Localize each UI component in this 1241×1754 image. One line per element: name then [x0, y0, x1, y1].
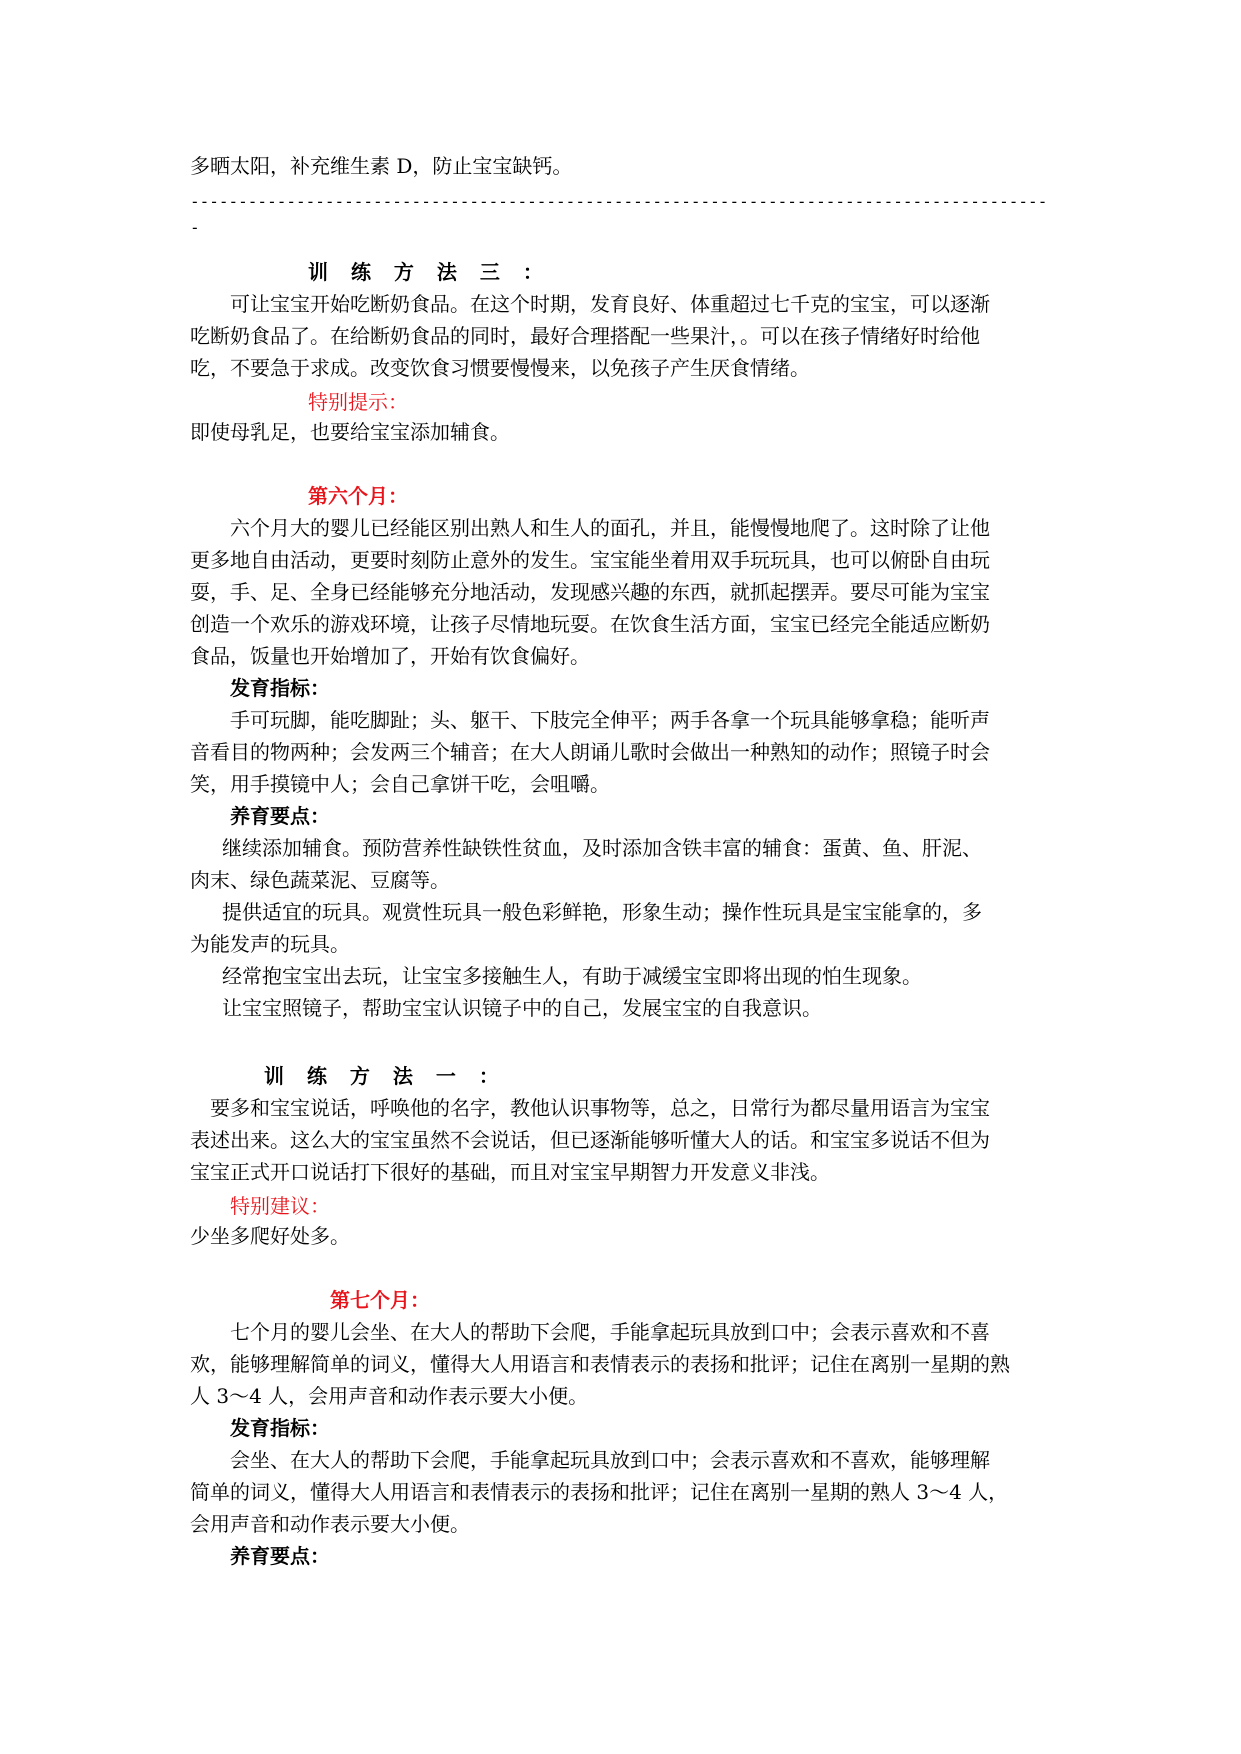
heading-care-7: 养育要点：	[230, 1544, 330, 1568]
training3-line-3: 吃，不要急于求成。改变饮食习惯要慢慢来，以免孩子产生厌食情绪。	[190, 356, 810, 380]
month7-line-2: 欢，能够理解简单的词义，懂得大人用语言和表情表示的表扬和批评；记住在离别一星期的熟	[190, 1352, 1010, 1376]
care6-line-4: 为能发声的玩具。	[190, 932, 350, 956]
month7-line-3: 人 3～4 人，会用声音和动作表示要大小便。	[190, 1384, 589, 1408]
special-advice-text: 少坐多爬好处多。	[190, 1224, 350, 1248]
month6-line-5: 食品，饭量也开始增加了，开始有饮食偏好。	[190, 644, 590, 668]
heading-training-method-1: 训 练 方 法 一 ：	[264, 1064, 507, 1088]
heading-training-method-3: 训 练 方 法 三 ：	[308, 260, 551, 284]
training3-line-2: 吃断奶食品了。在给断奶食品的同时，最好合理搭配一些果汁，。可以在孩子情绪好时给他	[190, 324, 980, 348]
training1-line-1: 要多和宝宝说话，呼唤他的名字，教他认识事物等，总之，日常行为都尽量用语言为宝宝	[210, 1096, 990, 1120]
divider-line: -----------------------------------------------------------------------------------------	[190, 192, 1048, 211]
care6-line-5: 经常抱宝宝出去玩，让宝宝多接触生人，有助于减缓宝宝即将出现的怕生现象。	[222, 964, 922, 988]
dev7-line-2: 简单的词义，懂得大人用语言和表情表示的表扬和批评；记住在离别一星期的熟人 3～4 人，	[190, 1480, 1009, 1504]
training1-line-3: 宝宝正式开口说话打下很好的基础，而且对宝宝早期智力开发意义非浅。	[190, 1160, 830, 1184]
special-advice-label: 特别建议：	[230, 1194, 330, 1218]
divider-line-tail: -	[190, 218, 200, 237]
heading-month-6: 第六个月：	[308, 484, 408, 508]
month7-line-1: 七个月的婴儿会坐、在大人的帮助下会爬，手能拿起玩具放到口中；会表示喜欢和不喜	[230, 1320, 990, 1344]
heading-month-7: 第七个月：	[330, 1288, 430, 1312]
paragraph-sunlight: 多晒太阳，补充维生素 D，防止宝宝缺钙。	[190, 154, 573, 178]
dev6-line-1: 手可玩脚，能吃脚趾；头、躯干、下肢完全伸平；两手各拿一个玩具能够拿稳；能听声	[230, 708, 990, 732]
month6-line-3: 耍，手、足、全身已经能够充分地活动，发现感兴趣的东西，就抓起摆弄。要尽可能为宝宝	[190, 580, 990, 604]
heading-care-6: 养育要点：	[230, 804, 330, 828]
heading-development-7: 发育指标：	[230, 1416, 330, 1440]
month6-line-2: 更多地自由活动，更要时刻防止意外的发生。宝宝能坐着用双手玩玩具，也可以俯卧自由玩	[190, 548, 990, 572]
dev6-line-3: 笑，用手摸镜中人；会自己拿饼干吃，会咀嚼。	[190, 772, 610, 796]
care6-line-6: 让宝宝照镜子，帮助宝宝认识镜子中的自己，发展宝宝的自我意识。	[222, 996, 822, 1020]
special-tip-text: 即使母乳足，也要给宝宝添加辅食。	[190, 420, 510, 444]
heading-development-6: 发育指标：	[230, 676, 330, 700]
care6-line-1: 继续添加辅食。预防营养性缺铁性贫血，及时添加含铁丰富的辅食：蛋黄、鱼、肝泥、	[222, 836, 982, 860]
dev7-line-1: 会坐、在大人的帮助下会爬，手能拿起玩具放到口中；会表示喜欢和不喜欢，能够理解	[230, 1448, 990, 1472]
month6-line-1: 六个月大的婴儿已经能区别出熟人和生人的面孔，并且，能慢慢地爬了。这时除了让他	[230, 516, 990, 540]
care6-line-2: 肉末、绿色蔬菜泥、豆腐等。	[190, 868, 450, 892]
care6-line-3: 提供适宜的玩具。观赏性玩具一般色彩鲜艳，形象生动；操作性玩具是宝宝能拿的，多	[222, 900, 982, 924]
dev7-line-3: 会用声音和动作表示要大小便。	[190, 1512, 470, 1536]
month6-line-4: 创造一个欢乐的游戏环境，让孩子尽情地玩耍。在饮食生活方面，宝宝已经完全能适应断奶	[190, 612, 990, 636]
dev6-line-2: 音看目的物两种；会发两三个辅音；在大人朗诵儿歌时会做出一种熟知的动作；照镜子时会	[190, 740, 990, 764]
training3-line-1: 可让宝宝开始吃断奶食品。在这个时期，发育良好、体重超过七千克的宝宝，可以逐渐	[230, 292, 990, 316]
training1-line-2: 表述出来。这么大的宝宝虽然不会说话，但已逐渐能够听懂大人的话。和宝宝多说话不但为	[190, 1128, 990, 1152]
special-tip-label: 特别提示：	[308, 390, 408, 414]
